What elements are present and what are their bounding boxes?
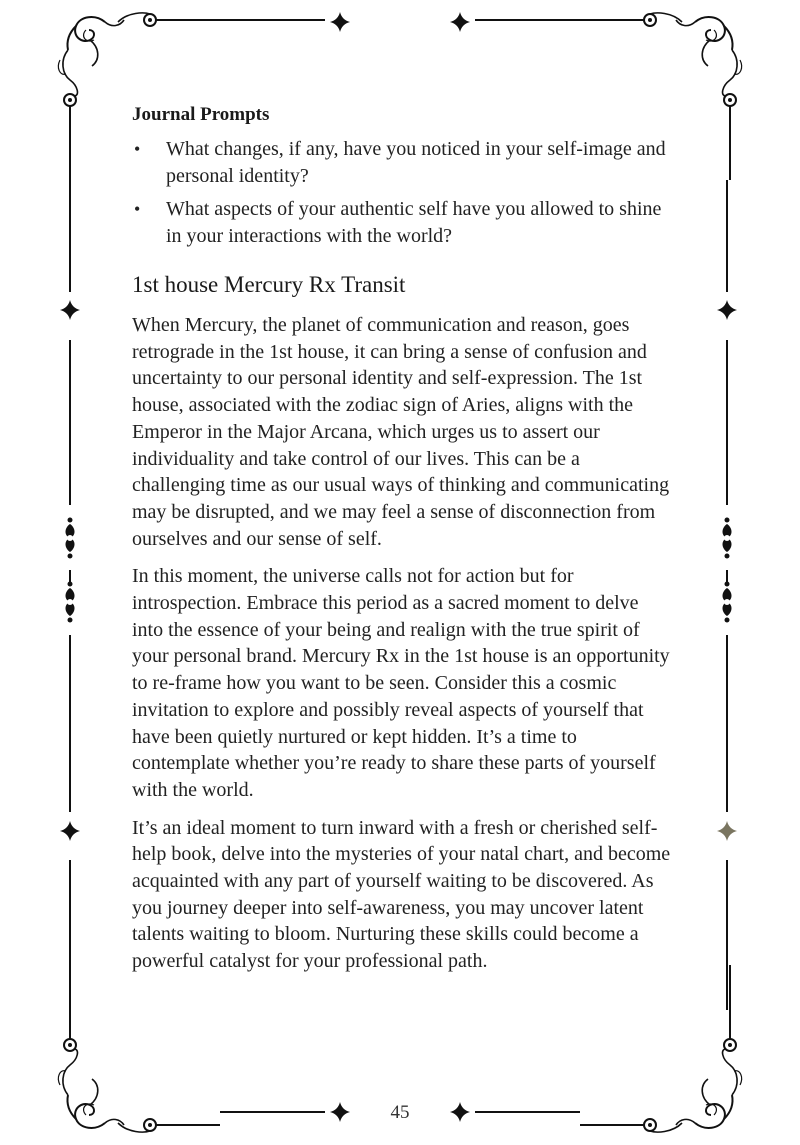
four-point-star-icon (330, 12, 350, 32)
body-paragraph: When Mercury, the planet of communication and reason, goes retrograde in the 1st house, it can bring a sense of confusion and uncertainty to our personal identity and self-expression. The 1st house, associated with the zodiac sign of Aries, aligns with the Emperor in the Major Arcana, which urges us to assert our individuality and take control of our lives. This can be a challenging time as our usual ways of thinking and communicating may be disrupted, and we may feel a sense of disconnection from ourselves and our sense of self. (132, 314, 670, 550)
body-paragraph: In this moment, the universe calls not for action but for introspection. Embrace this period as a sacred moment to delve into the essence of your being and realign with the true spirit of your personal brand. Mercury Rx in the 1st house is an opportunity to re-frame how you want to be seen. Consider this a cosmic invitation to explore and possibly reveal aspects of yourself that have been quietly nurtured or kept hidden. It’s a time to contemplate whether you’re ready to share these parts of yourself with the world. (132, 565, 670, 801)
scroll-ornament-icon (723, 582, 732, 623)
list-item: • What aspects of your authentic self have you allowed to shine in your interactions with the world? (132, 196, 672, 250)
list-item: • What changes, if any, have you noticed in your self-image and personal identity? (132, 136, 672, 190)
four-point-star-icon (717, 300, 737, 320)
scroll-ornament-icon (66, 582, 75, 623)
page-number: 45 (390, 1102, 410, 1123)
page-content (132, 104, 672, 986)
four-point-star-icon (60, 821, 80, 841)
four-point-star-icon (450, 12, 470, 32)
section-title: 1st house Mercury Rx Transit (132, 272, 406, 297)
body-paragraph: It’s an ideal moment to turn inward with a fresh or cherished self-help book, delve into the mysteries of your natal chart, and become acquainted with any part of yourself waiting to be discovered. As you journey deeper into self-awareness, you may uncover latent talents waiting to bloom. Nurturing these skills could become a powerful catalyst for your professional path. (132, 816, 671, 973)
four-point-star-icon (60, 300, 80, 320)
scroll-ornament-icon (66, 518, 75, 559)
scroll-ornament-icon (723, 518, 732, 559)
journal-prompts-list (132, 136, 672, 250)
four-point-star-icon (717, 821, 737, 841)
journal-prompts-heading: Journal Prompts (132, 104, 270, 125)
